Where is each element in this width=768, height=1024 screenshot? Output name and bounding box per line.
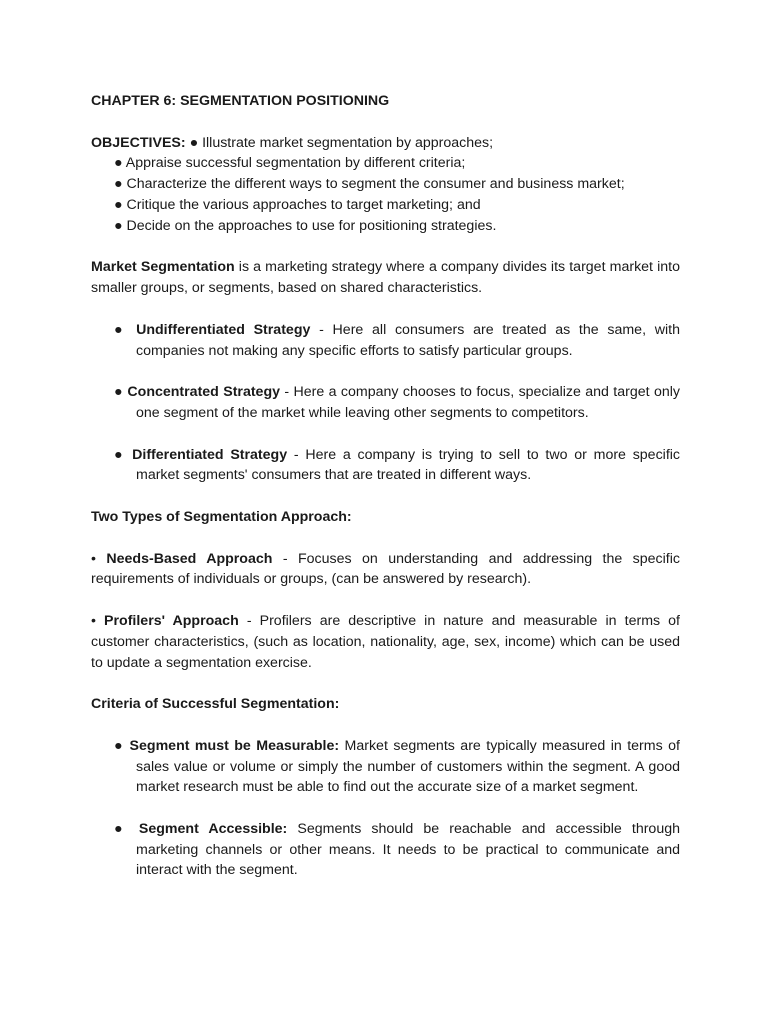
strategy-term: Undifferentiated Strategy	[136, 321, 311, 338]
approach-item	[91, 611, 680, 673]
objectives-section	[91, 133, 680, 237]
approach-text: - Profilers are descriptive in nature and measurable in terms of customer characteristics, (such as location, nationality, age, sex, income) which can be used to update a segmentation exercise.	[91, 612, 681, 671]
criteria-item	[114, 736, 680, 798]
approach-text: - Focuses on understanding and addressing the specific requirements of individuals or groups, (can be answered by research).	[91, 550, 680, 588]
definition-term: Market Segmentation	[91, 259, 235, 276]
strategy-text: - Here a company is trying to sell to two or more specific market segments' consumers that are treated in different ways.	[136, 446, 681, 484]
bullet: ●	[114, 737, 130, 754]
objective-item: ● Decide on the approaches to use for positioning strategies.	[114, 217, 497, 234]
criteria-text: Market segments are typically measured in terms of sales value or volume or simply the number of customers within the segment. A good market research must be able to find out the accurate size of a market segment.	[136, 737, 680, 796]
market-segmentation-definition	[91, 257, 680, 299]
approach-term: Needs-Based Approach	[106, 550, 273, 567]
objective-item	[91, 133, 680, 154]
bullet: ●	[114, 820, 139, 837]
objective-item: ● Critique the various approaches to target marketing; and	[114, 196, 481, 213]
strategy-text: - Here a company chooses to focus, specialize and target only one segment of the market while leaving other segments to competitors.	[136, 384, 680, 421]
chapter-title: CHAPTER 6: SEGMENTATION POSITIONING	[91, 93, 390, 109]
approach-term: Profilers' Approach	[104, 612, 239, 629]
document-page	[91, 91, 680, 881]
strategy-item	[114, 445, 680, 487]
criteria-text: Segments should be reachable and accessible through marketing channels or other means. It needs to be practical to communicate and interact with the segment.	[136, 820, 680, 879]
objective-text: ● Illustrate market segmentation by approaches;	[189, 134, 494, 151]
criteria-term: Segment Accessible:	[138, 820, 288, 837]
bullet: ●	[114, 446, 133, 463]
criteria-item	[114, 819, 680, 881]
objective-item: ● Characterize the different ways to segment the consumer and business market;	[114, 176, 625, 193]
strategy-text: - Here all consumers are treated as the same, with companies not making any specific efforts to satisfy particular groups.	[136, 321, 680, 359]
approach-heading: Two Types of Segmentation Approach:	[91, 508, 352, 525]
criteria-heading: Criteria of Successful Segmentation:	[91, 696, 340, 713]
bullet: •	[91, 612, 105, 629]
strategy-item	[114, 382, 680, 424]
bullet: •	[91, 550, 107, 567]
strategy-term: Differentiated Strategy	[132, 446, 288, 463]
definition-text: is a marketing strategy where a company divides its target market into smaller groups, or segments, based on shared characteristics.	[91, 259, 680, 297]
approach-item	[91, 549, 680, 591]
objective-item: ● Appraise successful segmentation by different criteria;	[114, 155, 466, 172]
bullet: ●	[114, 321, 137, 338]
objectives-label: OBJECTIVES:	[91, 134, 186, 151]
strategy-term: Concentrated Strategy	[127, 384, 281, 401]
bullet: ●	[114, 384, 128, 401]
strategy-item	[114, 320, 680, 362]
criteria-term: Segment must be Measurable:	[129, 737, 340, 754]
